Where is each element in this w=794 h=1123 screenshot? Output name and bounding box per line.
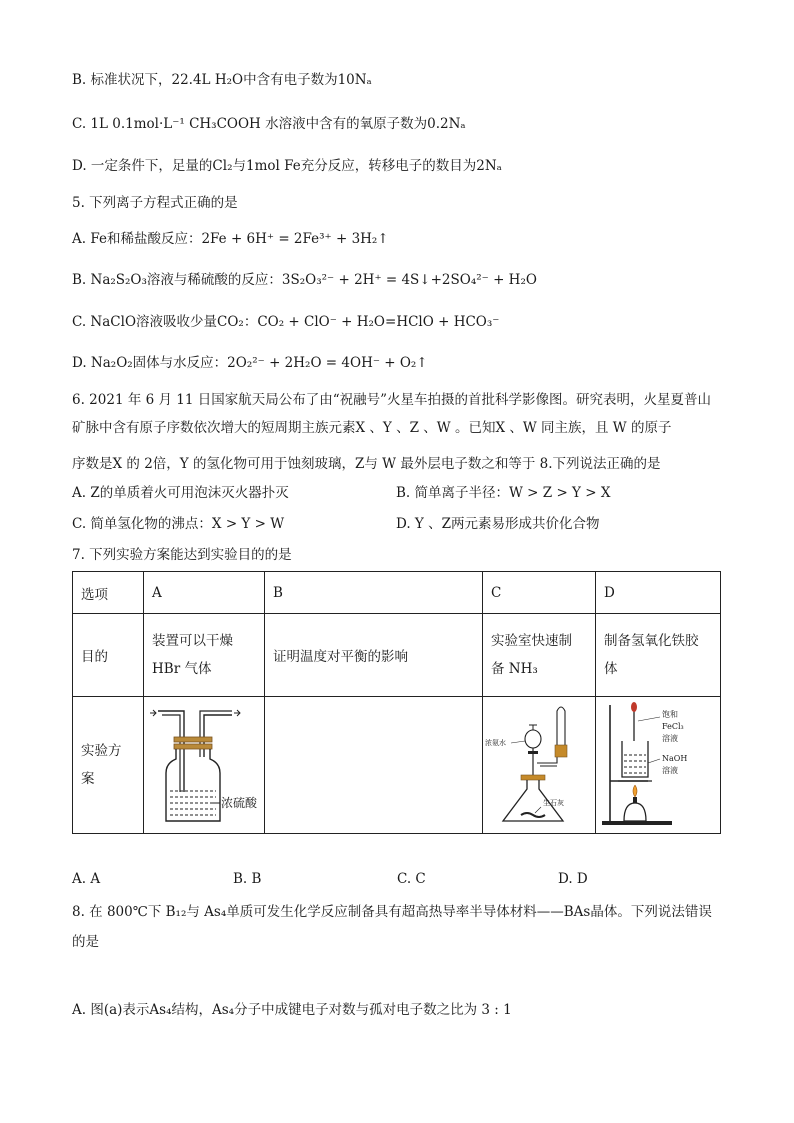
method-cell-b (265, 697, 483, 834)
header-cell: C (483, 572, 596, 614)
figure-d-label-saturated: 饱和 (662, 710, 678, 719)
purpose-a-line2: HBr 气体 (152, 661, 212, 677)
q8-option-a: A. 图(a)表示As₄结构，As₄分子中成键电子对数与孤对电子数之比为 3 : 1 (72, 1002, 512, 1018)
q5-option-b: B. Na₂S₂O₃溶液与稀硫酸的反应：3S₂O₃²⁻ + 2H⁺ = 4S↓+2SO₄²⁻ + H₂O (72, 272, 537, 288)
method-cell-a (144, 697, 265, 834)
q7-choice-a: A. A (72, 871, 101, 887)
purpose-cell-a (144, 614, 265, 697)
figure-d-label-solution2: 溶液 (662, 766, 678, 775)
table-row-method (73, 697, 721, 834)
q7-choice-c: C. C (397, 871, 426, 887)
q6-option-b: B. 简单离子半径：W > Z > Y > X (396, 485, 611, 501)
q5-stem: 5. 下列离子方程式正确的是 (72, 195, 238, 211)
purpose-a-line1: 装置可以干燥 (152, 633, 233, 649)
purpose-d-line1: 制备氢氧化铁胶 (604, 633, 699, 649)
q5-option-c: C. NaClO溶液吸收少量CO₂：CO₂ + ClO⁻ + H₂O=HClO + HCO₃⁻ (72, 314, 500, 330)
q6-option-a: A. Z的单质着火可用泡沫灭火器扑灭 (72, 485, 289, 501)
q7-stem: 7. 下列实验方案能达到实验目的的是 (72, 547, 292, 563)
header-cell: D (596, 572, 721, 614)
gas-wash-bottle-figure (144, 697, 264, 829)
q7-choice-d: D. D (558, 871, 588, 887)
table-row-header (73, 572, 721, 614)
q6-option-d: D. Y 、Z两元素易形成共价化合物 (396, 516, 600, 532)
q5-option-d: D. Na₂O₂固体与水反应：2O₂²⁻ + 2H₂O = 4OH⁻ + O₂↑ (72, 355, 428, 371)
q4-option-c: C. 1L 0.1mol·L⁻¹ CH₃COOH 水溶液中含有的氧原子数为0.2Nₐ (72, 116, 466, 132)
q6-stem-line2: 矿脉中含有原子序数依次增大的短周期主族元素X 、Y 、Z 、W 。已知X 、W 同主族，且 W 的原子 (72, 420, 672, 436)
header-cell: A (144, 572, 265, 614)
figure-d-label-fecl3: FeCl₃ (662, 722, 684, 731)
purpose-d-line2: 体 (604, 661, 618, 677)
method-label-line1: 实验方 (81, 743, 122, 759)
purpose-label: 目的 (73, 614, 144, 697)
q6-option-c: C. 简单氢化物的沸点：X > Y > W (72, 516, 285, 532)
q7-choice-b: B. B (233, 871, 262, 887)
experiment-table (72, 571, 721, 834)
purpose-cell-d (596, 614, 721, 697)
figure-c-label-lime: 生石灰 (543, 799, 564, 807)
q5-option-a: A. Fe和稀盐酸反应：2Fe + 6H⁺ = 2Fe³⁺ + 3H₂↑ (72, 231, 389, 247)
figure-c-label-ammonia: 浓氨水 (485, 739, 506, 747)
q6-stem-line1: 6. 2021 年 6 月 11 日国家航天局公布了由“祝融号”火星车拍摄的首批科学影像图。研究表明，火星夏普山 (72, 392, 712, 408)
q8-stem-line2: 的是 (72, 934, 99, 950)
q4-option-b: B. 标准状况下，22.4L H₂O中含有电子数为10Nₐ (72, 72, 372, 88)
q4-option-d: D. 一定条件下，足量的Cl₂与1mol Fe充分反应，转移电子的数目为2Nₐ (72, 158, 502, 174)
method-cell-c (483, 697, 596, 834)
purpose-c-line2: 备 NH₃ (491, 661, 538, 677)
method-label-line2: 案 (81, 771, 95, 787)
q6-stem-line3: 序数是X 的 2倍，Y 的氢化物可用于蚀刻玻璃，Z与 W 最外层电子数之和等于 8.下列说法正确的是 (72, 456, 661, 472)
colloid-apparatus-figure (596, 697, 720, 829)
purpose-cell-b: 证明温度对平衡的影响 (265, 614, 483, 697)
figure-a-label: 浓硫酸 (221, 796, 258, 810)
purpose-cell-c (483, 614, 596, 697)
purpose-c-line1: 实验室快速制 (491, 633, 572, 649)
q8-stem-line1: 8. 在 800℃下 B₁₂与 As₄单质可发生化学反应制备具有超高热导率半导体材料——BAs晶体。下列说法错误 (72, 904, 712, 920)
method-label (73, 697, 144, 834)
figure-d-label-solution1: 溶液 (662, 734, 678, 743)
header-cell: B (265, 572, 483, 614)
method-cell-d (596, 697, 721, 834)
ammonia-apparatus-figure (483, 697, 595, 829)
figure-d-label-naoh: NaOH (662, 754, 688, 763)
header-cell: 选项 (73, 572, 144, 614)
table-row-purpose (73, 614, 721, 697)
